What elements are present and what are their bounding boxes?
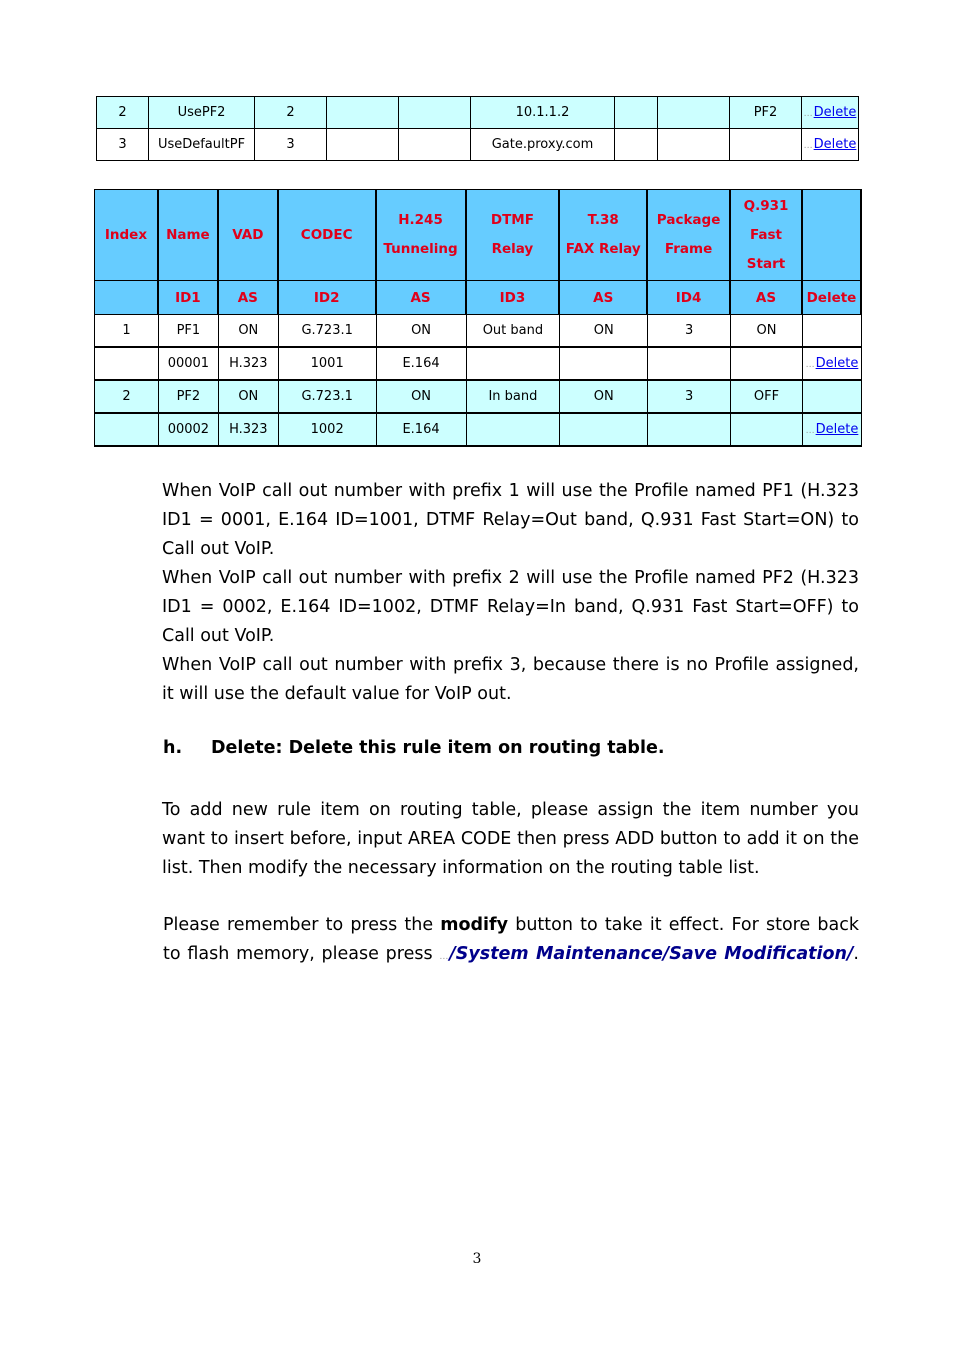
header-line: DTMF	[490, 212, 534, 228]
save-modification-path[interactable]: /System Maintenance/Save Modification/	[449, 944, 854, 964]
empty-cell	[327, 97, 399, 129]
modify-text-post: button to take it effect. For store back to flash memory, please press	[163, 915, 859, 964]
subheader-cell	[95, 281, 159, 315]
h245-cell: ON	[377, 315, 467, 348]
empty-cell	[399, 129, 471, 161]
routing-table	[96, 96, 859, 161]
as-cell: H.323	[219, 348, 279, 381]
profile-table	[94, 189, 862, 447]
header-line: Relay	[491, 241, 534, 257]
heading-letter: h.	[163, 738, 183, 758]
empty-cell	[615, 97, 658, 129]
q931-cell: ON	[731, 315, 803, 348]
address-cell: Gate.proxy.com	[471, 129, 615, 161]
modify-text-end: .	[853, 944, 859, 964]
subheader-delete: Delete	[803, 281, 862, 315]
modify-text-pre: Please remember to press the	[163, 915, 441, 935]
profile-cell	[730, 129, 802, 161]
subheader-as: AS	[560, 281, 648, 315]
profile-cell: PF2	[730, 97, 802, 129]
subheader-id1: ID1	[159, 281, 219, 315]
index-cell: 2	[95, 381, 159, 414]
h245-cell: ON	[377, 381, 467, 414]
empty-cell	[803, 315, 862, 348]
prefix-cell: 3	[255, 129, 327, 161]
t38-cell: ON	[560, 315, 648, 348]
id1-cell: 00002	[159, 414, 219, 447]
header-dtmf	[467, 190, 561, 281]
table-row	[95, 381, 862, 414]
delete-cell	[803, 348, 862, 381]
codec-cell: G.723.1	[279, 381, 377, 414]
name-cell: UsePF2	[149, 97, 255, 129]
paragraph-modify	[163, 911, 859, 972]
header-line: Tunneling	[383, 241, 458, 257]
header-line: Frame	[664, 241, 713, 257]
delete-cell	[803, 414, 862, 447]
header-h245	[377, 190, 467, 281]
header-line: T.38	[587, 212, 619, 228]
address-cell: 10.1.1.2	[471, 97, 615, 129]
empty-cell	[803, 381, 862, 414]
empty-cell	[95, 348, 159, 381]
as-cell: H.323	[219, 414, 279, 447]
dtmf-cell: Out band	[467, 315, 561, 348]
header-line: Package	[656, 212, 721, 228]
delete-cell	[802, 129, 859, 161]
id3-cell	[467, 414, 561, 447]
as-cell	[731, 414, 803, 447]
codec-cell: G.723.1	[279, 315, 377, 348]
as-cell	[560, 348, 648, 381]
paragraph-prefix-2: When VoIP call out number with prefix 2 will use the Profile named PF2 (H.323 ID1 = 0002, E.164 ID=1002, DTMF Relay=In band, Q.931 Fast Start=OFF) to Call out VoIP.	[162, 568, 859, 646]
name-cell: PF2	[159, 381, 219, 414]
empty-cell	[95, 414, 159, 447]
link-marker-icon: …	[803, 109, 813, 119]
link-marker-icon: …	[805, 360, 815, 370]
delete-link[interactable]: Delete	[815, 422, 859, 437]
as-cell: E.164	[377, 414, 467, 447]
subheader-row	[95, 281, 862, 315]
vad-cell: ON	[219, 315, 279, 348]
dtmf-cell: In band	[467, 381, 561, 414]
empty-cell	[658, 129, 730, 161]
subheader-id2: ID2	[279, 281, 377, 315]
vad-cell: ON	[219, 381, 279, 414]
as-cell: E.164	[377, 348, 467, 381]
id4-cell	[648, 414, 731, 447]
empty-cell	[615, 129, 658, 161]
id1-cell: 00001	[159, 348, 219, 381]
paragraph-prefix-1: When VoIP call out number with prefix 1 will use the Profile named PF1 (H.323 ID1 = 0001, E.164 ID=1001, DTMF Relay=Out band, Q.931 Fast Start=ON) to Call out VoIP.	[162, 481, 859, 559]
subheader-id4: ID4	[648, 281, 731, 315]
subheader-as: AS	[377, 281, 467, 315]
link-marker-icon: …	[439, 952, 449, 962]
link-marker-icon: …	[805, 426, 815, 436]
paragraph-add-rule: To add new rule item on routing table, please assign the item number you want to insert before, input AREA CODE then press ADD button to add it on the list. Then modify the necessary information on the routing table list.	[162, 800, 859, 878]
link-marker-icon: …	[803, 141, 813, 151]
package-cell: 3	[648, 381, 731, 414]
delete-link[interactable]: Delete	[813, 105, 857, 120]
delete-link[interactable]: Delete	[815, 356, 859, 371]
header-line: Start	[746, 255, 786, 272]
header-package	[648, 190, 731, 281]
subheader-id3: ID3	[467, 281, 561, 315]
item-cell: 2	[97, 97, 149, 129]
subheader-as: AS	[219, 281, 279, 315]
as-cell	[560, 414, 648, 447]
id2-cell: 1001	[279, 348, 377, 381]
delete-link[interactable]: Delete	[813, 137, 857, 152]
id3-cell	[467, 348, 561, 381]
id2-cell: 1002	[279, 414, 377, 447]
table-row	[95, 348, 862, 381]
header-line: Q.931	[743, 197, 789, 214]
page-number: 3	[472, 1251, 482, 1267]
package-cell: 3	[648, 315, 731, 348]
empty-cell	[658, 97, 730, 129]
heading-text: Delete: Delete this rule item on routing table.	[211, 738, 665, 758]
header-t38	[560, 190, 648, 281]
name-cell: UseDefaultPF	[149, 129, 255, 161]
prefix-cell: 2	[255, 97, 327, 129]
name-cell: PF1	[159, 315, 219, 348]
header-line: Fast	[749, 226, 782, 243]
t38-cell: ON	[560, 381, 648, 414]
paragraph-prefix-3: When VoIP call out number with prefix 3, because there is no Profile assigned, it will use the default value for VoIP out.	[162, 655, 859, 704]
header-vad: VAD	[219, 190, 279, 281]
index-cell: 1	[95, 315, 159, 348]
header-line: FAX Relay	[565, 241, 641, 257]
table-row	[97, 97, 859, 129]
header-row	[95, 190, 862, 281]
header-codec: CODEC	[279, 190, 377, 281]
item-cell: 3	[97, 129, 149, 161]
header-name: Name	[159, 190, 219, 281]
as-cell	[731, 348, 803, 381]
id4-cell	[648, 348, 731, 381]
table-row	[95, 414, 862, 447]
table-row	[95, 315, 862, 348]
modify-keyword: modify	[440, 915, 509, 935]
delete-cell	[802, 97, 859, 129]
header-index: Index	[95, 190, 159, 281]
q931-cell: OFF	[731, 381, 803, 414]
subheader-as: AS	[731, 281, 803, 315]
empty-cell	[327, 129, 399, 161]
empty-cell	[399, 97, 471, 129]
header-blank	[803, 190, 862, 281]
header-q931	[731, 190, 803, 281]
section-heading	[163, 738, 664, 758]
table-row	[97, 129, 859, 161]
header-line: H.245	[398, 212, 443, 228]
